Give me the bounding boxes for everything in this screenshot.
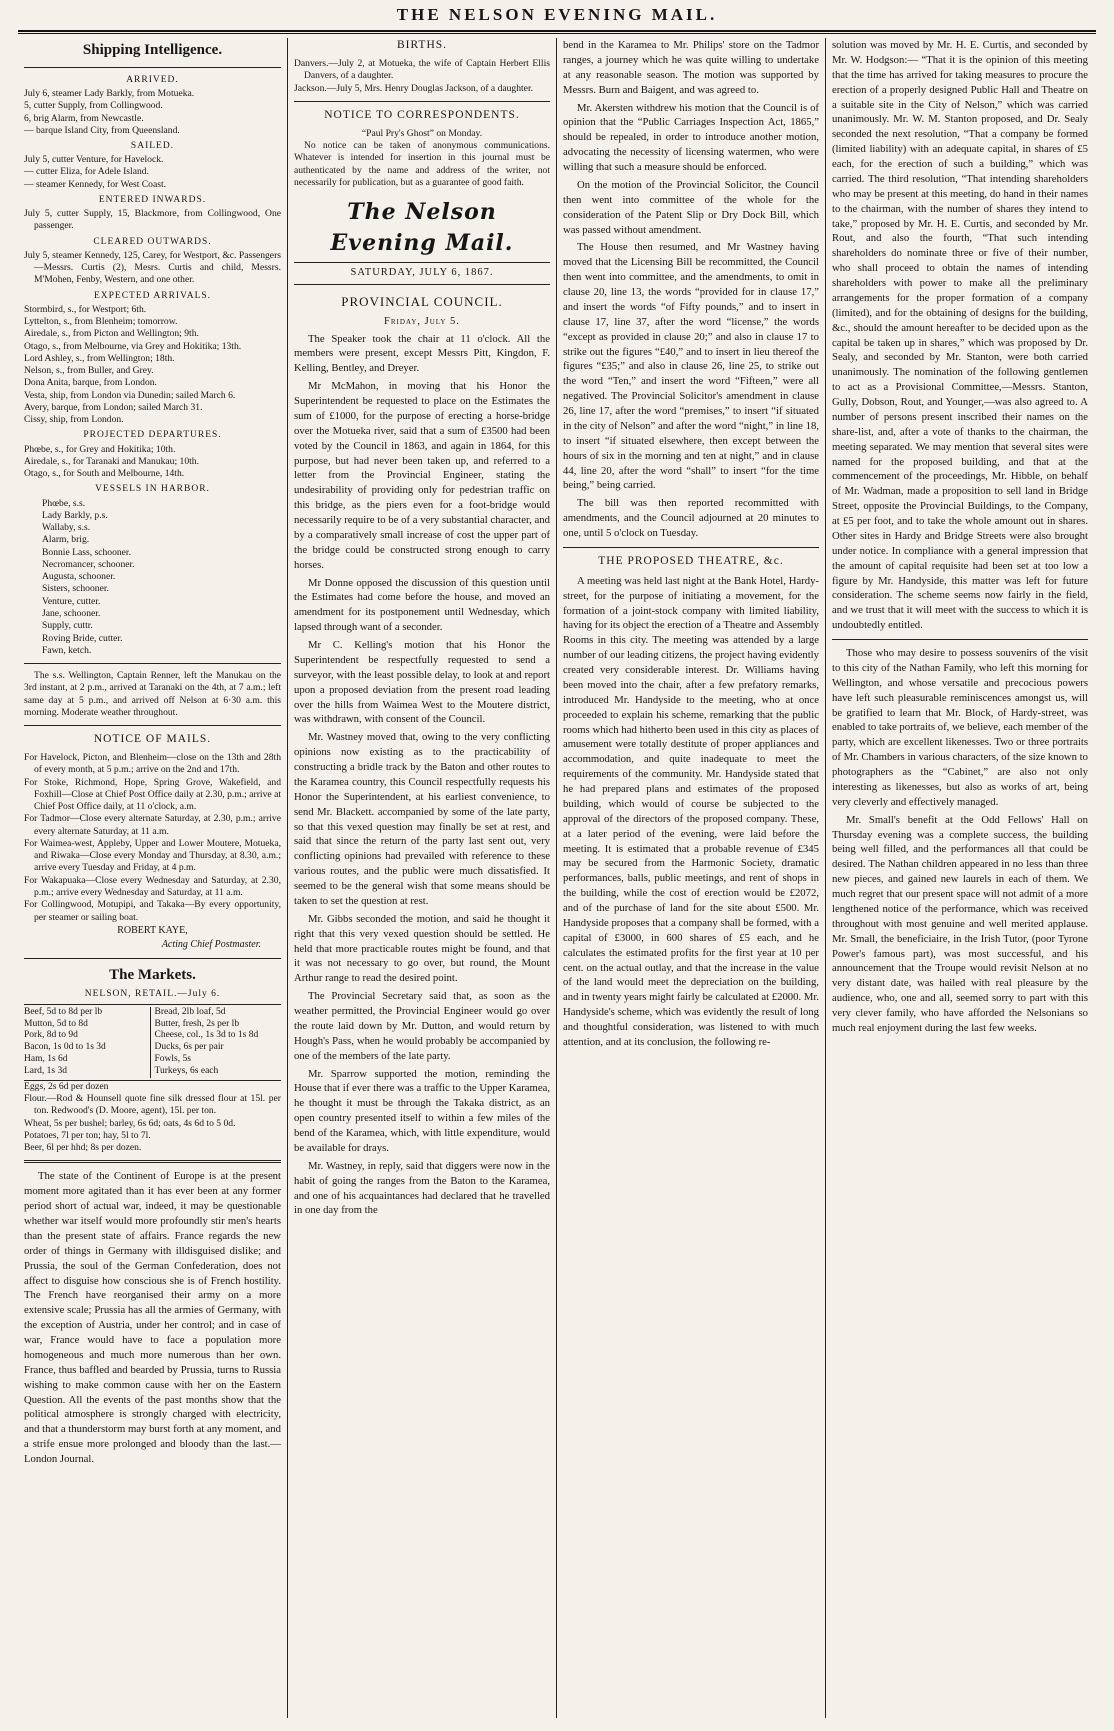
list-item: July 5, cutter Venture, for Havelock. <box>24 154 164 166</box>
cleared-heading: CLEARED OUTWARDS. <box>93 236 212 247</box>
list-item: 6, brig Alarm, from Newcastle. <box>24 112 144 124</box>
paragraph: Mr. Small's benefit at the Odd Fellows' Hall on Thursday evening was a complete success, the building being well filled, and the performances all that could be desired. The Nathan children appeared in no less than three new pieces, and gained new laurels in each of them. We much regret that our present space will not admit of a more lengthened notice of the performance, which was received throughout with most genuine and well merited applause. Mr. Small, the beneficiaire, in the Irish Tutor, (poor Tyrone Power's famous part), was most successful, and his announcement that the Troupe would revisit Nelson at no very distant date, was hailed with real pleasure by the audience, who, one and all, seemed sorry to part with this very clever family, who have afforded the Nelsonians so much real enjoyment during the last few weeks. <box>832 813 1088 1034</box>
paragraph: The bill was then reported recommitted with amendments, and the Council adjourned at 20 minutes to one, until 5 o'clock on Tuesday. <box>563 497 819 539</box>
list-item: Eggs, 2s 6d per dozen <box>24 1080 109 1092</box>
entered-heading: ENTERED INWARDS. <box>98 195 207 206</box>
council-date: Friday, July 5. <box>384 315 460 327</box>
table-cell: Bread, 2lb loaf, 5d <box>154 1006 226 1017</box>
list-item: Wallaby, s.s. <box>42 522 91 534</box>
list-item: Lord Ashley, s., from Wellington; 18th. <box>24 352 175 364</box>
theatre-title: THE PROPOSED THEATRE, &c. <box>598 554 784 567</box>
list-item: Danvers.—July 2, at Motueka, the wife of Captain Herbert Ellis Danvers, of a daughter. <box>294 57 550 82</box>
list-item: Phœbe, s.s. <box>42 497 86 509</box>
column-4 <box>825 38 1094 1718</box>
shipping-section <box>24 74 281 719</box>
masthead: THE NELSON EVENING MAIL. <box>396 5 718 24</box>
list-item: Phœbe, s., for Grey and Hokitika; 10th. <box>24 443 176 455</box>
notice-item: “Paul Pry's Ghost” on Monday. <box>361 127 483 139</box>
list-item: Otago, s., from Melbourne, via Grey and Hokitika; 13th. <box>24 340 242 352</box>
column-3 <box>556 38 825 1718</box>
table-cell: Pork, 8d to 9d <box>24 1030 151 1042</box>
list-item: Necromancer, schooner. <box>42 558 135 570</box>
list-item: July 5, cutter Supply, 15, Blackmore, from Collingwood, One passenger. <box>24 208 281 232</box>
paragraph: Mr Donne opposed the discussion of this question until the Estimates had come before the house, and moved an amendment for its postponement until Wednesday, which lapsed through want of a seconder. <box>294 576 550 634</box>
table-cell: Ham, 1s 6d <box>24 1054 151 1066</box>
list-item: Jackson.—July 5, Mrs. Henry Douglas Jackson, of a daughter. <box>294 82 534 94</box>
births-heading: BIRTHS. <box>396 39 448 51</box>
list-item: Bonnie Lass, schooner. <box>42 546 131 558</box>
list-item: Cissy, ship, from London. <box>24 414 124 426</box>
list-item: July 6, steamer Lady Barkly, from Motueka. <box>24 88 195 99</box>
column-2 <box>287 38 556 1718</box>
list-item: Stormbird, s., for Westport; 6th. <box>24 303 147 315</box>
divider <box>24 67 281 68</box>
markets-subtitle: NELSON, RETAIL.—July 6. <box>84 989 221 1000</box>
paragraph: On the motion of the Provincial Solicitor, the Council then went into committee of the whole for the consideration of the Patent Slip or Dry Dock Bill, which was passed without amendment. <box>563 178 819 236</box>
list-item: For Waimea-west, Appleby, Upper and Lower Moutere, Motueka, and Riwaka—Close every Monday and Thursday, at 8.30, a.m.; arrive every Tuesday and Friday, at 4 p.m. <box>24 837 281 874</box>
markets-title: The Markets. <box>109 966 196 983</box>
paragraph: Those who may desire to possess souvenirs of the visit to this city of the Nathan Family, who left this morning for Wellington, and whose versatile and precocious powers have left such pleasurable reminiscences amongst us, will be gratified to learn that Mr. Block, of Hardy-street, was enabled to take portraits of, we believe, each member of the party, which are excellent likenesses. Two or three portraits of Mr. Chambers in various characters, of the size known to photographers as the “Cabinet,” are also not only interesting as likenesses, but also as works of art, being very cleverly and effectively managed. <box>832 647 1088 808</box>
notice-heading: NOTICE TO CORRESPONDENTS. <box>324 108 520 121</box>
list-item: — cutter Eliza, for Adele Island. <box>24 166 149 178</box>
table-cell: Butter, fresh, 2s per lb <box>154 1018 240 1029</box>
markets-table <box>24 1004 281 1081</box>
projected-heading: PROJECTED DEPARTURES. <box>83 430 222 441</box>
table-cell: Bacon, 1s 0d to 1s 3d <box>24 1042 151 1054</box>
list-item: For Stoke, Richmond, Hope, Spring Grove, Wakefield, and Foxhill—Close at Chief Post Office daily at 2.30, p.m.; arrive at Chief Post Office daily, at 11 o'clock, a.m. <box>24 776 281 813</box>
list-item: Potatoes, 7l per ton; hay, 5l to 7l. <box>24 1129 151 1141</box>
paragraph: The House then resumed, and Mr Wastney having moved that the Licensing Bill be recommitted, the Council then went into committee, and the amendments, to omit in clause 20, line 13, the words “provided for in clause 17,” and insert the words “of Fifty pounds,” and to insert in clause 17, line 37, after the word “license,” the words “except as provided in clause 20;” and also in clause 17 to strike out the figures “£40,” and to insert in lieu thereof the figures “£35;” and also in clause 26, line 25, to strike out the word “Ten,” and insert the word “Fifteen,” were all negatived. The Provincial Solicitor's amendment in clause 26, line 17, after the word “premises,” to insert “if situated in the city of Nelson” and after the word “night,” in line 18, to insert “if situated elsewhere, then except between the hours of six in the morning and ten at night,” and in clause 44, line 20, after the word “shall” to insert “for the time being,” being carried. <box>563 241 819 492</box>
table-cell: Lard, 1s 3d <box>24 1066 151 1078</box>
list-item: Avery, barque, from London; sailed March 31. <box>24 401 203 413</box>
list-item: Augusta, schooner. <box>42 571 116 583</box>
list-item: For Tadmor—Close every alternate Saturday, at 2.30, p.m.; arrive every alternate Saturday, at 11 a.m. <box>24 813 281 837</box>
masthead-rule <box>18 30 1096 34</box>
list-item: July 5, steamer Kennedy, 125, Carey, for Westport, &c. Passengers—Messrs. Curtis (2), Mesrs. Curtis and child, Messrs. M'Mohen, Fenby, Western, and one other. <box>24 249 281 286</box>
list-item: For Havelock, Picton, and Blenheim—close on the 13th and 28th of every month, at 5 p.m.; arrive on the 2nd and 17th. <box>24 752 281 776</box>
dateline: SATURDAY, JULY 6, 1867. <box>294 262 550 285</box>
divider <box>24 663 281 664</box>
paragraph: Mr. Wastney moved that, owing to the very conflicting opinions now existing as to the practicability of constructing a bridle track by the Baton and other routes to the Karamea country, this Council respectfully requests his Honor the Superintendent, at his earliest convenience, to send Mr. Blackett. accompanied by some of the late party, so that this vexed question may finally be set at rest, and said that since the return of the party last sent out, very conflicting opinions had prevailed with reference to these various routes, and the public were much dissatisfied. It seemed to be the general wish that some means should be taken to set the question at rest. <box>294 731 550 907</box>
list-item: Otago, s., for South and Melbourne, 14th. <box>24 468 185 480</box>
list-item: Roving Bride, cutter. <box>42 632 123 644</box>
divider <box>563 547 819 548</box>
table-cell: Mutton, 5d to 8d <box>24 1019 151 1031</box>
list-item: Beer, 6l per hhd; 8s per dozen. <box>24 1142 142 1154</box>
paragraph: Mr. Wastney, in reply, said that diggers were now in the habit of going the ranges from the Baton to the Karamea, and one of his acquaintances had declared that he travelled in one day from the <box>294 1159 550 1217</box>
list-item: Vesta, ship, from London via Dunedin; sailed March 6. <box>24 389 236 401</box>
markets-lines <box>24 1081 281 1155</box>
list-item: — barque Island City, from Queensland. <box>24 124 180 136</box>
list-item: For Wakapuaka—Close every Wednesday and Saturday, at 2.30, p.m.; arrive every Wednesday and Saturday, at 11 a.m. <box>24 874 281 898</box>
paragraph: solution was moved by Mr. H. E. Curtis, and seconded by Mr. W. Hodgson:— “That it is the opinion of this meeting that the time has arrived for taking measures to procure the erection of a properly designed Public Hall and Theatre on a suitable site in the City of Nelson,” which was carried unanimously. Mr. W. M. Stanton proposed, and Dr. Sealy seconded the next resolution, “That a company be formed (limited liability) with an adequate capital, in shares of £5 each, for the erection of such a building,” which was carried. The third resolution, “That intending shareholders who may be present at this meeting, do hand in their names to the chairman, with the number of shares they intend to take,” proposed by Mr. H. E. Curtis, and seconded by Mr. Rout, and also the fourth, “That such intending shareholders do nominate three or five of their number, who shall proceed to obtain the names of intending shareholders with power to make all the preliminary arrangements for the proper formation of a company (limited), and for the obtaining of designs for the building, &c., should the amount hereafter to be decided upon as the capital be taken up in shares,” which was proposed by Dr. Sealy, and seconded by Mr. Stanton, were both carried unanimously. The nomination of the following gentlemen to act as a Provisional Committee,—Messrs. Stanton, Gully, Dobson, Rout, and Younger,—was also agreed to. A number of persons present inscribed their names on the share-list, and, after a vote of thanks to the chairman, the meeting separated. We may mention that several sites were named for the proposed building, and that at the commencement of the proceedings, Mr. Hibble, on behalf of Mr. Wadman, made a proposition to sell land in Bridge Street, opposite the Provincial Buildings, to the Company, at £5 per foot, and to take the whole amount out in shares. Other sites in Hardy and Bridge Streets were also brought under notice. In compliance with a general impression that the amount of capital requisite had been set at too low a figure by Mr. Handyside, this matter was left for future consideration. The scheme seems now fairly in the field, and we trust that it will meet with the success to which it is undoubtedly entitled. <box>832 39 1088 632</box>
paragraph: Mr. Sparrow supported the motion, reminding the House that if ever there was a traffic to the Upper Karamea, he thought it must be through the Takaka district, as an open country presented itself to within a few miles of the bend of the Karamea, which, with little expenditure, would be available for drays. <box>294 1067 550 1154</box>
divider <box>24 725 281 726</box>
list-item: Flour.—Rod & Hounsell quote fine silk dressed flour at 15l. per ton. Redwood's (D. Moore, agent), 15l. per ton. <box>24 1093 281 1117</box>
columns <box>18 38 1096 1718</box>
mails-title: NOTICE OF MAILS. <box>93 733 212 746</box>
europe-article: The state of the Continent of Europe is at the present moment more agitated than it has ever been at any former period short of actual war, indeed, it may be questionable whether war itself would more profoundly stir men's hearts than the present state of affairs. France regards the new order of things in Germany with illdisguised dislike; and Prussia, the soul of the German Confederation, does not affect to disguise how conscious she is of French hostility. The French have reorganised their army on a more extensive scale; Prussia has all the armies of Germany, with the exception of Austria, under her control; and in case of war, France would have to face a population more homogeneous and much more numerous than her own. France, thus baffled and bearded by Prussia, turns to Russia wishing to make common cause with her on the Eastern Question. All the events of the past months show that the political atmosphere is strongly charged with electricity, and that a thunderstorm may burst forth at any moment, and a strife ensue more prolonged and bloody than the last.—London Journal. <box>24 1170 281 1466</box>
expected-heading: EXPECTED ARRIVALS. <box>93 290 212 301</box>
paragraph: Mr. Gibbs seconded the motion, and said he thought it right that this very vexed question should be settled. He held that more practicable routes might be found, and that it was not necessary to go over, but round, the Mount Arthur range to read the desired point. <box>294 912 550 985</box>
table-cell: Turkeys, 6s each <box>154 1066 219 1076</box>
table-cell: Ducks, 6s per pair <box>154 1042 224 1053</box>
list-item: Nelson, s., from Buller, and Grey. <box>24 365 154 377</box>
mails-signature: ROBERT KAYE, <box>117 924 188 936</box>
council-title: PROVINCIAL COUNCIL. <box>341 293 503 309</box>
mails-signature-title: Acting Chief Postmaster. <box>161 938 261 950</box>
table-cell: Beef, 5d to 8d per lb <box>24 1007 151 1019</box>
paragraph: The Provincial Secretary said that, as soon as the weather permitted, the Provincial Engineer would go over the route laid down by Mr. Dutton, and would return by Hough's Pass, when he would probably be accompanied by one of the members of the late party. <box>294 990 550 1062</box>
paragraph: The Speaker took the chair at 11 o'clock. All the members were present, except Messrs Pitt, Kingdon, F. Kelling, Bentley, and Dreyer. <box>294 332 550 375</box>
divider <box>294 101 550 102</box>
list-item: Venture, cutter. <box>42 595 101 607</box>
paragraph: A meeting was held last night at the Bank Hotel, Hardy-street, for the purpose of initiating a movement, for the formation of a joint-stock company with limited liability, having for its object the erection of a Theatre and Assembly Rooms in this city. The meeting was attended by a large number of our leading citizens, the project having evidently created very considerable interest. Dr. Williams having been moved into the chair, after a few prefatory remarks, introduced Mr. Handyside to the meeting, who at once proceeded to explain his scheme, remarking that the public rooms which had hitherto been used in this city as places of amusement were totally destitute of proper appliances and accommodation, and quite inadequate to meet the requirements of the community. Mr. Handyside stated that he had prepared plans and estimates of the proposed building, which would of course be subjected to the approval of the directors of the proposed company. These, at a later period of the evening, were laid before the meeting. It is estimated that a probable revenue of £345 may be secured from the Harmonic Society, dramatic performances, balls, public meetings, and rent of shops in the building, while the cost of erection would be £2072, and of the purchase of land for the site about £500. Mr. Handyside proposes that a company shall be formed, with a capital of £3000, in 600 shares of £5 each, and he calculates the estimated profits for the first year at 10 per cent. on the actual outlay, and that the increase in the value of the land would meet the depreciation on the building, and in twenty years might fairly be calculated at £2000. Mr. Handyside's scheme, which was evidently the result of long and thoughtful consideration, was listened to with much attention, and at its conclusion, the following re- <box>563 574 819 1048</box>
nameplate: The Nelson Evening Mail. <box>330 199 514 256</box>
harbor-heading: VESSELS IN HARBOR. <box>95 484 210 495</box>
table-cell: Cheese, col., 1s 3d to 1s 8d <box>154 1030 259 1041</box>
table-cell: Fowls, 5s <box>154 1054 191 1065</box>
sailed-heading: SAILED. <box>130 141 175 152</box>
column-1 <box>18 38 287 1718</box>
shipping-title: Shipping Intelligence. <box>82 42 223 58</box>
arrived-heading: ARRIVED. <box>126 74 179 85</box>
list-item: Alarm, brig. <box>42 534 90 546</box>
paragraph: bend in the Karamea to Mr. Philips' store on the Tadmor ranges, a journey which he was quite willing to undertake at any reasonable season. The motion was supported by Messrs. Burn and Baigent, and was agreed to. <box>563 39 819 96</box>
list-item: 5, cutter Supply, from Collingwood. <box>24 100 163 112</box>
list-item: Wheat, 5s per bushel; barley, 6s 6d; oats, 4s 6d to 5 0d. <box>24 1117 236 1129</box>
paragraph: Mr. Akersten withdrew his motion that the Council is of opinion that the “Public Carriages Inspection Act, 1865,” should be repealed, in order to introduce another motion, advocating the necessity of licensing watermen, who were willing that such a measure should be enforced. <box>563 101 819 173</box>
list-item: — steamer Kennedy, for West Coast. <box>24 178 167 190</box>
divider <box>832 639 1088 640</box>
list-item: Dona Anita, barque, from London. <box>24 377 157 389</box>
births-section <box>294 58 550 95</box>
paragraph: Mr McMahon, in moving that his Honor the Superintendent be requested to place on the Estimates the sum of £1000, for the purpose of erecting a horse-bridge over the Motueka river, said that a sum of £3500 had been voted by the Council in 1863, and again in 1864, for this purpose, but had never been taken up, and referred to a letter from the Provincial Engineer, stating the undesirability of providing only for pedestrian traffic on this bridge, as the piers even for a foot-bridge would necessarily require to be of a very substantial character, and by a comparatively small increase of cost the upper part of the bridge could be constructed strong enough to carry horses. <box>294 380 550 571</box>
list-item: Airedale, s., from Picton and Wellington; 9th. <box>24 328 199 340</box>
mails-section <box>24 752 281 924</box>
harbor-list <box>24 498 281 657</box>
divider <box>24 958 281 959</box>
list-item: Airedale, s., for Taranaki and Manukau; 10th. <box>24 455 199 467</box>
list-item: Sisters, schooner. <box>42 583 109 595</box>
list-item: Supply, cuttr. <box>42 620 93 632</box>
list-item: Lady Barkly, p.s. <box>42 509 108 521</box>
divider <box>24 1160 281 1163</box>
list-item: Lyttelton, s., from Blenheim; tomorrow. <box>24 316 178 328</box>
list-item: Jane, schooner. <box>42 607 101 619</box>
notice-section <box>294 128 550 189</box>
paragraph: Mr C. Kelling's motion that his Honor the Superintendent be respectfully requested to send a surveyor, with the least possible delay, to look at and report upon a proposed deviation from the present road leading over the hills from Waimea West to the Moutere district, was withdrawn, with consent of the Council. <box>294 639 550 726</box>
list-item: Fawn, ketch. <box>42 644 92 656</box>
notice-item: No notice can be taken of anonymous communications. Whatever is intended for insertion in this journal must be authenticated by the name and address of the writer, not necessarily for publication, but as a guarantee of good faith. <box>294 140 550 188</box>
wellington-note: The s.s. Wellington, Captain Renner, left the Manukau on the 3rd instant, at 2 p.m., arrived at Taranaki on the 4th, at 7 a.m.; left same day at 5 p.m., and arrived off Nelson at 6·30 a.m. this morning. Moderate weather throughout. <box>24 670 281 718</box>
list-item: For Collingwood, Motupipi, and Takaka—By every opportunity, per steamer or sailing boat. <box>24 899 281 923</box>
